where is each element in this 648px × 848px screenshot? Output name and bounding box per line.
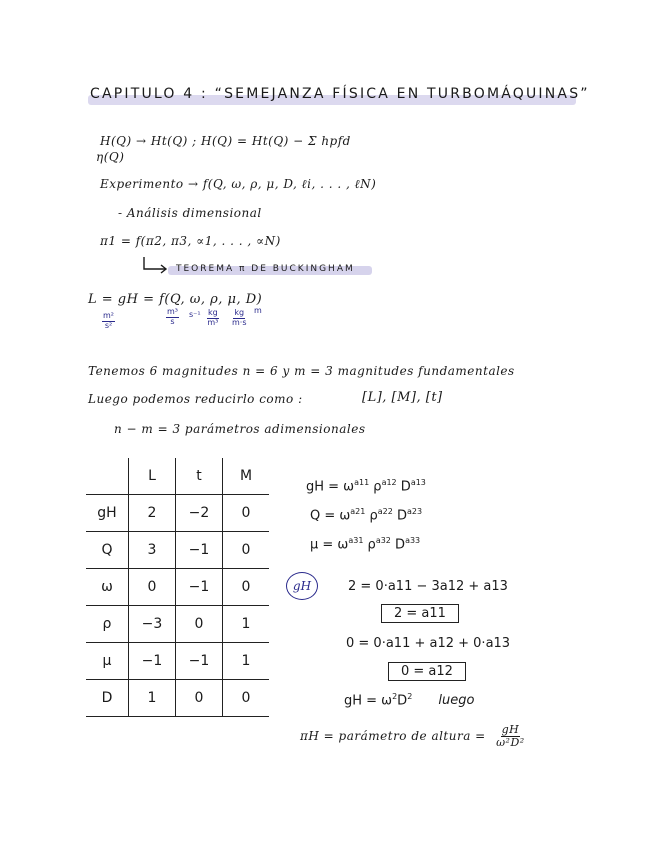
unit-gh: $\frac{\text{m²}}{\text{s²}}$ — [103, 311, 114, 330]
table-cell: 1 — [223, 643, 270, 680]
table-cell: μ — [86, 643, 129, 680]
arrow-icon — [140, 255, 170, 275]
table-row — [86, 532, 269, 569]
table-cell: gH — [86, 495, 129, 532]
table-header: t — [176, 458, 223, 495]
table-cell: −1 — [176, 643, 223, 680]
table-row — [86, 680, 269, 717]
table-cell: 0 — [129, 569, 176, 606]
table-cell: −1 — [176, 569, 223, 606]
table-row — [86, 606, 269, 643]
table-cell: −1 — [176, 532, 223, 569]
table-cell: −2 — [176, 495, 223, 532]
unit-rho: $\frac{kg}{\text{m³}}$ — [207, 308, 219, 327]
table-cell: Q — [86, 532, 129, 569]
unit-q: $\frac{\text{m³}}{s}$ — [167, 307, 178, 326]
table-header: M — [223, 458, 270, 495]
fundamental-dimensions: [L], [M], [t] — [362, 390, 443, 405]
table-cell: 3 — [129, 532, 176, 569]
line-experiment: Experimento → f(Q, ω, ρ, μ, D, ℓi, . . . , ℓN) — [100, 177, 377, 191]
table-cell: 0 — [176, 606, 223, 643]
line-dimensional-analysis: - Análisis dimensional — [118, 206, 262, 220]
line-efficiency: η(Q) — [96, 150, 125, 164]
unit-mu: $\frac{kg}{m\cdot s}$ — [232, 308, 247, 327]
table-cell: 0 — [223, 532, 270, 569]
theorem-label: TEOREMA π DE BUCKINGHAM — [176, 264, 355, 274]
system-eq-2: 0 = 0·a11 + a12 + 0·a13 — [346, 636, 511, 651]
line-parameters: n − m = 3 parámetros adimensionales — [114, 422, 366, 436]
equation-q: $Q = \omega^{a21}$ $\rho^{a22}$ $D^{a23}$ — [310, 507, 423, 524]
page-title: CAPITULO 4 : “SEMEJANZA FÍSICA EN TURBOMÁQUINAS” — [90, 86, 590, 102]
table-cell: 1 — [129, 680, 176, 717]
table-cell: 0 — [176, 680, 223, 717]
table-cell: 0 — [223, 569, 270, 606]
table-row — [86, 569, 269, 606]
result-a12: 0 = a12 — [388, 662, 466, 681]
table-cell: 2 — [129, 495, 176, 532]
dimension-table — [86, 458, 269, 717]
line-pi-function: π1 = f(π2, π3, ∝1, . . . , ∝N) — [100, 234, 281, 248]
table-cell: 1 — [223, 606, 270, 643]
unit-w: s⁻¹ — [189, 310, 201, 319]
table-cell: D — [86, 680, 129, 717]
table-cell: ω — [86, 569, 129, 606]
table-row — [86, 495, 269, 532]
equation-gh-result: gH = $\omega^2D^2$ luego — [344, 692, 475, 709]
line-main-function: L = gH = f(Q, ω, ρ, μ, D) — [88, 292, 263, 307]
line-head-relation: H(Q) → Ht(Q) ; H(Q) = Ht(Q) − Σ hpfd — [100, 134, 351, 148]
table-header-row — [86, 458, 269, 495]
equation-gh: gH = $\omega^{a11}$ $\rho^{a12}$ $D^{a13}$ — [306, 478, 426, 495]
unit-d: m — [254, 306, 262, 315]
pi-h-definition: πH = parámetro de altura = $\frac{gH}{\text{ω²D²}}$ — [300, 723, 525, 750]
table-cell: −3 — [129, 606, 176, 643]
table-cell: −1 — [129, 643, 176, 680]
table-header — [86, 458, 129, 495]
equation-mu: $\mu = \omega^{a31}$ $\rho^{a32}$ $D^{a33}$ — [310, 536, 421, 553]
line-reduce: Luego podemos reducirlo como : — [88, 392, 303, 406]
table-cell: 0 — [223, 680, 270, 717]
table-row — [86, 643, 269, 680]
table-header: L — [129, 458, 176, 495]
gh-circle-label: gH — [286, 572, 318, 600]
system-eq-1: 2 = 0·a11 − 3a12 + a13 — [348, 579, 508, 594]
line-magnitudes: Tenemos 6 magnitudes n = 6 y m = 3 magnitudes fundamentales — [88, 364, 515, 378]
result-a11: 2 = a11 — [381, 604, 459, 623]
table-cell: ρ — [86, 606, 129, 643]
table-cell: 0 — [223, 495, 270, 532]
